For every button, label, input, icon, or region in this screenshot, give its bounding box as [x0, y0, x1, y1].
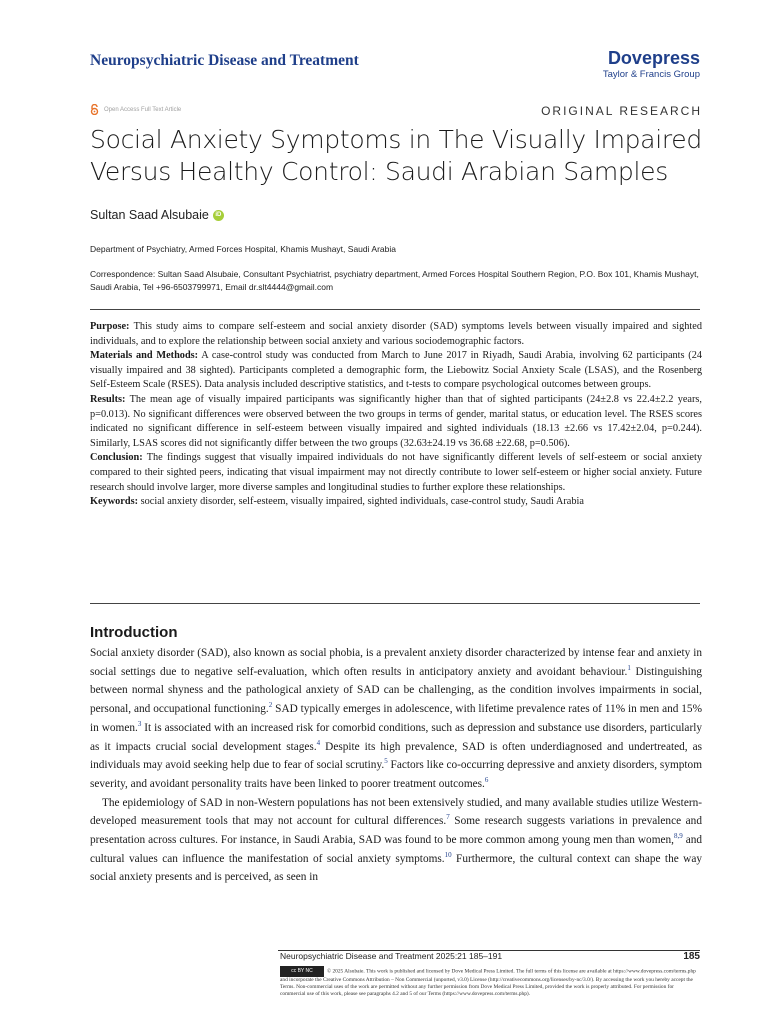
article-title: Social Anxiety Symptoms in The Visually Impaired Versus Healthy Control: Saudi Arabian Samples	[90, 125, 702, 186]
abstract	[90, 320, 702, 510]
orcid-icon[interactable]: iD	[213, 210, 224, 221]
open-access-label	[90, 104, 181, 115]
journal-name: Neuropsychiatric Disease and Treatment	[90, 52, 359, 69]
section-heading-introduction: Introduction	[90, 624, 178, 641]
citation-link[interactable]: 1	[627, 663, 631, 672]
correspondence: Correspondence: Sultan Saad Alsubaie, Consultant Psychiatrist, psychiatry department, Armed Forces Hospital Southern Region, P.O. Box 101, Khamis Mushayt, Saudi Arabia, Tel +96-6503799971, Email dr.slt4444@gmail.com	[90, 269, 699, 292]
publisher-name: Dovepress	[607, 48, 700, 68]
text-run: Some research suggests variations in prevalence and presentation across cultures. For instance, in Saudi Arabia, SAD was found to be more common among young men than women,	[90, 815, 702, 847]
conclusion-label: Conclusion:	[90, 452, 143, 464]
results-label: Results:	[90, 393, 126, 405]
open-access-text: Open Access Full Text Article	[104, 106, 182, 113]
abstract-keywords	[90, 495, 702, 510]
citation-link[interactable]: 4	[316, 738, 321, 747]
license-block	[280, 966, 700, 999]
citation-link[interactable]: 10	[444, 850, 452, 859]
citation-link[interactable]: 7	[446, 813, 450, 822]
keywords-text: social anxiety disorder, self-esteem, visually impaired, sighted individuals, case-control study, Saudi Arabia	[138, 496, 584, 508]
intro-paragraph-1	[90, 644, 702, 794]
abstract-results	[90, 393, 702, 451]
article-type: ORIGINAL RESEARCH	[541, 104, 702, 118]
purpose-text: This study aims to compare self-esteem and social anxiety disorder (SAD) symptoms levels between visually impaired and sighted individuals, and to explore the relationship between social anxiety and various sociodemographic factors.	[90, 321, 702, 347]
intro-paragraph-2	[90, 794, 702, 888]
divider-bottom	[90, 603, 700, 604]
conclusion-text: The findings suggest that visually impaired individuals do not have significantly different levels of self-esteem or social anxiety compared to their sighted peers, indicating that visual impairment may not directly contribute to lower self-esteem or higher social anxiety. Future research should involve larger, more diverse samples and longitudinal studies to further explore these relationships.	[90, 452, 702, 493]
results-text: The mean age of visually impaired participants was significantly higher than that of sighted participants (24±2.8 vs 22.4±2.2 years, p=0.013). No significant differences were observed between the two groups in terms of gender, marital status, or education level. The RSES scores indicated no significant difference in self-esteem between visually impaired and sighted individuals (18.13 ±2.66 vs 17.42±2.04, p=0.244). Similarly, LSAS scores did not significantly differ between the two groups (32.63±24.19 vs 36.68 ±22.68, p=0.506).	[90, 393, 702, 449]
open-access-icon	[90, 104, 99, 115]
text-run: It is associated with an increased risk for comorbid conditions, such as depression and substance use disorders, particularly as it impacts crucial social development stages.	[90, 721, 702, 753]
affiliation: Department of Psychiatry, Armed Forces Hospital, Khamis Mushayt, Saudi Arabia	[90, 244, 396, 254]
text-run: Despite its high prevalence, SAD is often underdiagnosed and undertreated, as individuals may avoid seeking help due to fear of social scrutiny.	[90, 740, 702, 772]
publisher-group: Taylor & Francis Group	[602, 69, 700, 80]
text-run: and cultural values can influence the manifestation of social anxiety symptoms.	[90, 834, 703, 865]
introduction-body	[90, 644, 702, 887]
text-run: Social anxiety disorder (SAD), also known as social phobia, is a prevalent anxiety disorder characterized by intense fear and anxiety in social settings due to negative self-evaluation, which often results in anticipatory anxiety and avoidant behaviour.	[90, 647, 702, 678]
abstract-conclusion	[90, 451, 702, 495]
publisher-logo	[603, 48, 700, 81]
license-text: © 2025 Alsubaie. This work is published and licensed by Dove Medical Press Limited. The full terms of this license are available at https://www.dovepress.com/terms.php and incorporate the Creative Commons Attribution – Non Commercial (unported, v3.0) License (http://creativecommons.org/licenses/by-nc/3.0/). By accessing the work you hereby accept the Terms. Non-commercial uses of the work are permitted without any further permission from Dove Medical Press Limited, provided the work is properly attributed. For permission for commercial use of this work, please see paragraphs 4.2 and 5 of our Terms (https://www.dovepress.com/terms.php).	[280, 968, 696, 998]
footer-citation: Neuropsychiatric Disease and Treatment 2025:21 185–191	[280, 951, 503, 961]
divider-top	[90, 309, 700, 310]
methods-label: Materials and Methods:	[90, 350, 199, 362]
cc-license-icon[interactable]: cc BY NC	[280, 966, 324, 977]
text-run: Furthermore, the cultural context can shape the way social anxiety presents and is perceived, as seen in	[90, 852, 702, 884]
citation-link[interactable]: 3	[137, 720, 142, 729]
citation-link[interactable]: 8,9	[673, 832, 683, 841]
author-name: Sultan Saad Alsubaie	[90, 208, 209, 222]
text-run: SAD typically emerges in adolescence, with lifetime prevalence rates of 11% in men and 15% in women.	[90, 703, 702, 734]
methods-text: A case-control study was conducted from March to June 2017 in Riyadh, Saudi Arabia, involving 62 participants (24 visually impaired and 38 sighted). Participants completed a demographic form, the Liebowitz Social Anxiety Scale (LSAS), and the Rosenberg Self-Esteem Scale (RSES). Data analysis included descriptive statistics, and t-tests to compare psychological outcomes between groups.	[90, 350, 702, 391]
text-run: The epidemiology of SAD in non-Western populations has not been extensively studied, and many available studies utilize Western-developed measurement tools that may not account for cultural differences.	[90, 796, 702, 828]
abstract-methods	[90, 349, 702, 393]
citation-link[interactable]: 5	[384, 757, 388, 766]
citation-link[interactable]: 2	[268, 701, 273, 710]
footer-citation-line	[280, 951, 700, 962]
page-number: 185	[683, 951, 700, 962]
citation-link[interactable]: 6	[484, 776, 489, 785]
purpose-label: Purpose:	[90, 321, 130, 332]
abstract-purpose	[90, 320, 702, 349]
text-run: Factors like co-occurring depressive and anxiety disorders, symptom severity, and avoidant personality traits have been linked to poorer treatment outcomes.	[90, 759, 702, 790]
keywords-label: Keywords:	[90, 496, 139, 508]
text-run: Distinguishing between normal shyness and the pathological anxiety of SAD can be challenging, as the condition involves impairments in social, personal, and occupational functioning.	[90, 665, 703, 716]
author-line	[90, 208, 224, 222]
